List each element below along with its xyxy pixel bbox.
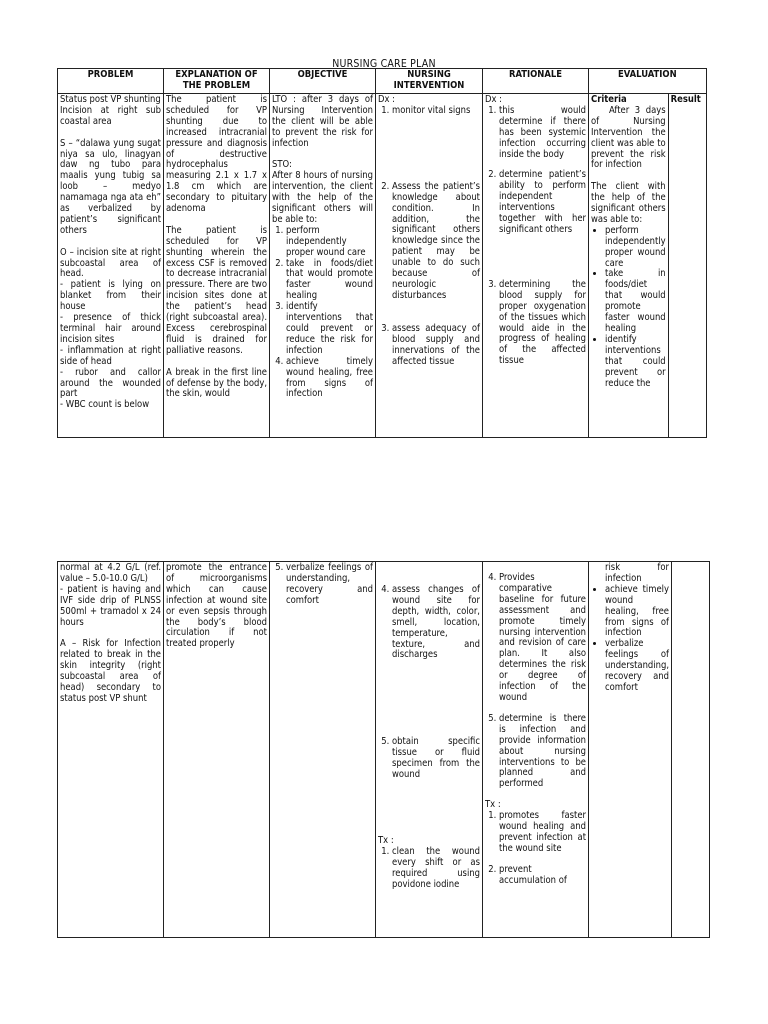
- problem-line: - WBC count is below: [60, 399, 150, 411]
- objective-item: 1. perform independently proper wound care: [286, 226, 373, 259]
- rationale-item: 1. promotes faster wound healing and prevent infection at the wound site: [499, 811, 586, 855]
- problem-cell-cont: [58, 562, 164, 938]
- evaluation-item: • identify interventions that could prevent or reduce the: [605, 335, 666, 390]
- intervention-item: 4. assess changes of wound site for depth, width, color, smell, location, temperature, texture, and discharges: [392, 585, 480, 661]
- care-plan-table-bottom: [57, 561, 710, 938]
- rationale-cell-cont: [483, 562, 589, 938]
- problem-line: Status post VP shunting: [60, 94, 161, 105]
- result-label: Result: [670, 94, 701, 105]
- rationale-cell: [483, 94, 589, 438]
- evaluation-item: • take in foods/diet that would promote faster wound healing: [605, 269, 666, 334]
- intervention-item: 1. monitor vital signs: [392, 106, 480, 117]
- problem-line: - presence of thick terminal hair around incision sites: [60, 312, 164, 345]
- header-explanation: EXPLANATION OF THE PROBLEM: [164, 69, 270, 94]
- header-problem: PROBLEM: [58, 69, 164, 94]
- problem-cell: [58, 94, 164, 438]
- explanation-cell: [164, 94, 270, 438]
- intervention-cell: [376, 94, 483, 438]
- explanation-cell-cont: [164, 562, 270, 938]
- care-plan-table-top: [57, 68, 707, 438]
- intervention-item: 5. obtain specific tissue or fluid specimen from the wound: [392, 737, 480, 781]
- evaluation-criteria-cell-cont: [589, 562, 672, 938]
- header-intervention: NURSING INTERVENTION: [376, 69, 483, 94]
- objective-item: 3. identify interventions that could prevent or reduce the risk for infection: [286, 302, 373, 357]
- evaluation-criteria-cell: [589, 94, 669, 438]
- evaluation-intro: After 3 days of Nursing Intervention the client was able to prevent the risk for infection: [591, 104, 669, 171]
- evaluation-item: • achieve timely wound healing, free from signs of infection: [605, 585, 669, 640]
- evaluation-result-cell-cont: [672, 562, 710, 938]
- intervention-tx-label: Tx :: [378, 834, 394, 846]
- explanation-para: promote the entrance of microorganisms which can cause infection at wound site or even sepsis through the body’s blood circulation if not treated properly: [166, 562, 270, 650]
- problem-assessment: A – Risk for Infection related to break in the skin integrity (right subcoastal area of head) secondary to status post VP shunt: [60, 638, 164, 704]
- page-title: NURSING CARE PLAN: [332, 58, 436, 70]
- rationale-item: 2. prevent accumulation of: [499, 865, 586, 887]
- objective-sto-label: STO:: [272, 159, 292, 171]
- objective-cell: [270, 94, 376, 438]
- problem-line: - patient is having and IVF side drip of PLNSS 500ml + tramadol x 24 hours: [60, 583, 164, 628]
- problem-line: - patient is lying on blanket from their house: [60, 279, 164, 313]
- intervention-dx-label: Dx :: [378, 94, 396, 105]
- header-evaluation: EVALUATION: [589, 69, 707, 94]
- problem-line: - inflammation at right side of head: [60, 344, 164, 367]
- evaluation-line: risk for infection: [605, 562, 672, 584]
- problem-line: Incision at right sub coastal area: [60, 104, 164, 127]
- explanation-para: A break in the first line of defense by the body, the skin, would: [166, 366, 270, 400]
- objective-item: 2. take in foods/diet that would promote faster wound healing: [286, 259, 373, 303]
- intervention-item: 2. Assess the patient’s knowledge about condition. In addition, the significant others knowledge since the patient may be unable to do such because of neurologic disturbances: [392, 182, 480, 302]
- objective-item: 5. verbalize feelings of understanding, recovery and comfort: [286, 563, 373, 607]
- criteria-label: Criteria: [591, 94, 627, 105]
- intervention-item: 3. assess adequacy of blood supply and innervations of the affected tissue: [392, 324, 480, 368]
- intervention-item: 1. clean the wound every shift or as required using povidone iodine: [392, 847, 480, 891]
- objective-sto-text: After 8 hours of nursing intervention, the client with the help of the significant others will be able to:: [272, 170, 376, 225]
- objective-lto: LTO : after 3 days of Nursing Intervention the client will be able to prevent the risk for infection: [272, 94, 376, 149]
- rationale-item: 1. this would determine if there has been systemic infection occurring inside the body: [499, 106, 586, 161]
- explanation-para: The patient is scheduled for VP shunting wherein the excess CSF is removed to decrease intracranial pressure. There are two incision sites done at the patient’s head (right subcoastal area). Excess cerebrospinal fluid is drained for palliative reasons.: [166, 224, 270, 356]
- header-rationale: RATIONALE: [483, 69, 589, 94]
- rationale-item: 3. determining the blood supply for proper oxygenation of the tissues which would aide in the progress of healing of the affected tissue: [499, 280, 586, 367]
- evaluation-item: • verbalize feelings of understanding, recovery and comfort: [605, 639, 669, 694]
- rationale-dx-label: Dx :: [485, 94, 503, 105]
- problem-objective: O – incision site at right subcoastal area of head.: [60, 246, 164, 280]
- problem-line: normal at 4.2 G/L (ref. value – 5.0-10.0 G/L): [60, 562, 164, 584]
- evaluation-intro: The client with the help of the significant others was able to:: [591, 181, 669, 225]
- rationale-item: 4. Provides comparative baseline for future assessment and promote timely nursing intervention and revision of care plan. It also determines the risk or degree of infection of the wound: [499, 573, 586, 704]
- intervention-cell-cont: [376, 562, 483, 938]
- problem-subjective: S – “dalawa yung sugat niya sa ulo, linagyan daw ng tubo para maalis yung tubig sa loob – medyo namamaga nga ata eh” as verbalized by patient’s significant others: [60, 137, 164, 236]
- problem-line: - rubor and callor around the wounded part: [60, 366, 164, 400]
- rationale-tx-label: Tx :: [485, 799, 501, 811]
- rationale-item: 2. determine patient’s ability to perform independent interventions together with her significant others: [499, 170, 586, 235]
- explanation-para: The patient is scheduled for VP shunting due to increased intracranial pressure and diagnosis of destructive hydrocephalus measuring 2.1 x 1.7 x 1.8 cm which are secondary to pituitary adenoma: [166, 94, 270, 215]
- objective-cell-cont: [270, 562, 376, 938]
- rationale-item: 5. determine is there is infection and provide information about nursing interventions to be planned and performed: [499, 714, 586, 790]
- evaluation-result-cell: [668, 94, 706, 438]
- header-objective: OBJECTIVE: [270, 69, 376, 94]
- evaluation-item: • perform independently proper wound care: [605, 226, 666, 270]
- objective-item: 4. achieve timely wound healing, free from signs of infection: [286, 357, 373, 401]
